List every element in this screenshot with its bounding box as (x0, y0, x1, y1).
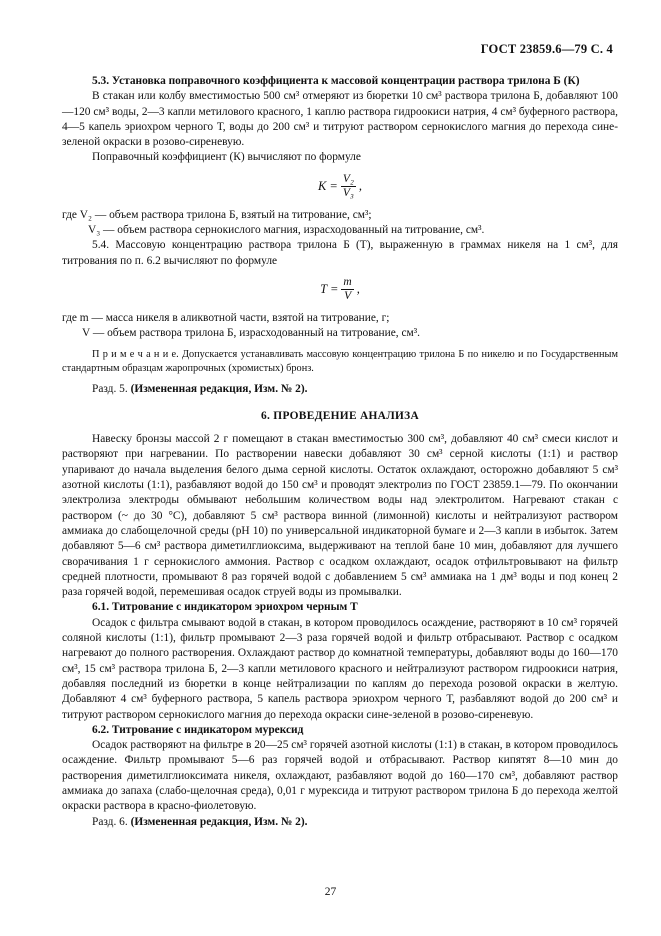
section-5-4-text: 5.4. Массовую концентрацию раствора трилона Б (Т), выраженную в граммах никеля на 1 см³, для титрования по п. 6.2 вычисляют по формуле (62, 239, 618, 267)
section-6-2-title: 6.2. Титрование с индикатором мурексид (92, 723, 304, 736)
note: П р и м е ч а н и е. Допускается устанавливать массовую концентрацию трилона Б по никелю и по Государственным стандартным образцам жаропрочных (хромистых) бронз. (62, 348, 618, 374)
formula-k-tail: , (358, 179, 363, 194)
razd-5-amendment (62, 382, 618, 397)
document-body (62, 74, 618, 830)
formula-t-fraction (341, 276, 353, 303)
formula-k-where-2: V₃ — объем раствора сернокислого магния, израсходованный на титрование, см³. (88, 224, 485, 237)
formula-k-lhs: K = (317, 179, 338, 194)
formula-t-lhs: T = (320, 282, 339, 297)
formula-t-where-1: где m — масса никеля в аликвотной части, взятой на титрование, г; (62, 311, 390, 324)
section-6-2-text: Осадок растворяют на фильтре в 20—25 см³ горячей азотной кислоты (1:1) в стакан, в котором проводилось осаждение. Фильтр промывают 5—6 раз горячей водой и отбрасывают. Раствор кипятят 8—10 мин до растворения диметилглиоксимата никеля, охлаждают, разбавляют водой до 160—170 см³, добавляют раствор аммиака до запаха (слабо-щелочная среда), 0,01 г мурексида и титруют раствором трилона Б до перехода желтой окраски раствора в красно-фиолетовую. (62, 739, 618, 813)
razd-6-amendment (62, 815, 618, 830)
formula-k-numerator: V₂ (342, 173, 354, 186)
formula-k-intro: Поправочный коэффициент (К) вычисляют по формуле (92, 151, 361, 164)
formula-k (62, 166, 618, 208)
razd-6-bold: (Измененная редакция, Изм. № 2). (130, 815, 308, 828)
section-6-1-text: Осадок с фильтра смывают водой в стакан, в котором проводилось осаждение, растворяют в 10 см³ горячей соляной кислоты (1:1), фильтр промывают 2—3 раза горячей водой и фильтр отбрасывают. Раствор с осадком нагревают до полного растворения. Охлаждают раствор до комнатной температуры, добавляют воды до 160—170 см³, 15 см³ раствора трилона Б, 2—3 капли метилового красного и нейтрализуют раствором гидроокиси натрия, добавляя последний из бюретки в конце нейтрализации по каплям до перехода розовой окраски в желтую. Добавляют 4 см³ буферного раствора, 5 капель раствора эриохром черного Т, разбавляют водой до 200 см³ и титруют раствором сернокислого магния до перехода окраски сине-зеленой в розово-сиреневую. (62, 616, 618, 721)
section-6-text: Навеску бронзы массой 2 г помещают в стакан вместимостью 300 см³, добавляют 40 см³ смеси кислот и растворяют при нагревании. По растворении навески добавляют 30 см³ серной кислоты (1:1) и раствор упаривают до начала выделения белого дыма серной кислоты. Остаток охлаждают, осторожно добавляют 5 см³ азотной кислоты (1:1), разбавляют водой до 150 см³ и проводят электролиз по ГОСТ 23859.1—79. По окончании электролиза электроды обмывают небольшим количеством воды над электролитом. Нагревают стакан с раствором (~ до 30 °С), добавляют 5 см³ раствора винной (лимонной) кислоты и нейтрализуют раствором аммиака до слабощелочной среды (рН 10) по универсальной индикаторной бумаге и 2—3 капли в избыток. Затем добавляют 5—6 см³ раствора диметилглиоксима, выдерживают на теплой бане 10 мин, добавляют для лучшего сворачивания 1 г сернокислого аммония. Раствор с осадком охлаждают, осадок отфильтровывают на фильтр средней плотности, промывают 8 раз горячей водой с добавлением 5 см³ аммиака на 1 дм³ воды и под конец 2 раза горячей водой, перемешивая осадок струей воды из промывалки. (62, 433, 618, 599)
razd-6-prefix: Разд. 6. (92, 815, 128, 828)
razd-5-prefix: Разд. 5. (92, 382, 128, 395)
razd-5-bold: (Измененная редакция, Изм. № 2). (130, 382, 308, 395)
formula-t-denominator: V (344, 290, 352, 303)
page-number: 27 (324, 886, 337, 898)
section-6-1-title: 6.1. Титрование с индикатором эриохром черным Т (92, 601, 358, 614)
section-5-3-text: В стакан или колбу вместимостью 500 см³ отмеряют из бюретки 10 см³ раствора трилона Б, добавляют 100—120 см³ воды, 2—3 капли метилового красного, 1 каплю раствора гидроокиси натрия, 4 см³ буферного раствора, 4—5 капель эриохром черного Т, воды до 200 см³ и титруют раствором сернокислого магния до перехода сине-зеленой окраски в розово-сиреневую. (62, 90, 618, 149)
formula-k-where-1: где V₂ — объем раствора трилона Б, взятый на титрование, см³; (62, 208, 372, 221)
section-5-3-title: 5.3. Установка поправочного коэффициента к массовой концентрации раствора трилона Б (К) (92, 75, 580, 87)
formula-t (62, 269, 618, 311)
formula-k-denominator: V₃ (342, 187, 354, 200)
section-6-title: 6. ПРОВЕДЕНИЕ АНАЛИЗА (261, 409, 419, 422)
formula-k-fraction (341, 173, 356, 200)
formula-t-tail: , (356, 282, 360, 297)
formula-t-numerator: m (343, 276, 352, 289)
formula-t-where-2: V — объем раствора трилона Б, израсходованный на титрование, см³. (82, 327, 420, 340)
running-header: ГОСТ 23859.6—79 С. 4 (480, 42, 613, 56)
